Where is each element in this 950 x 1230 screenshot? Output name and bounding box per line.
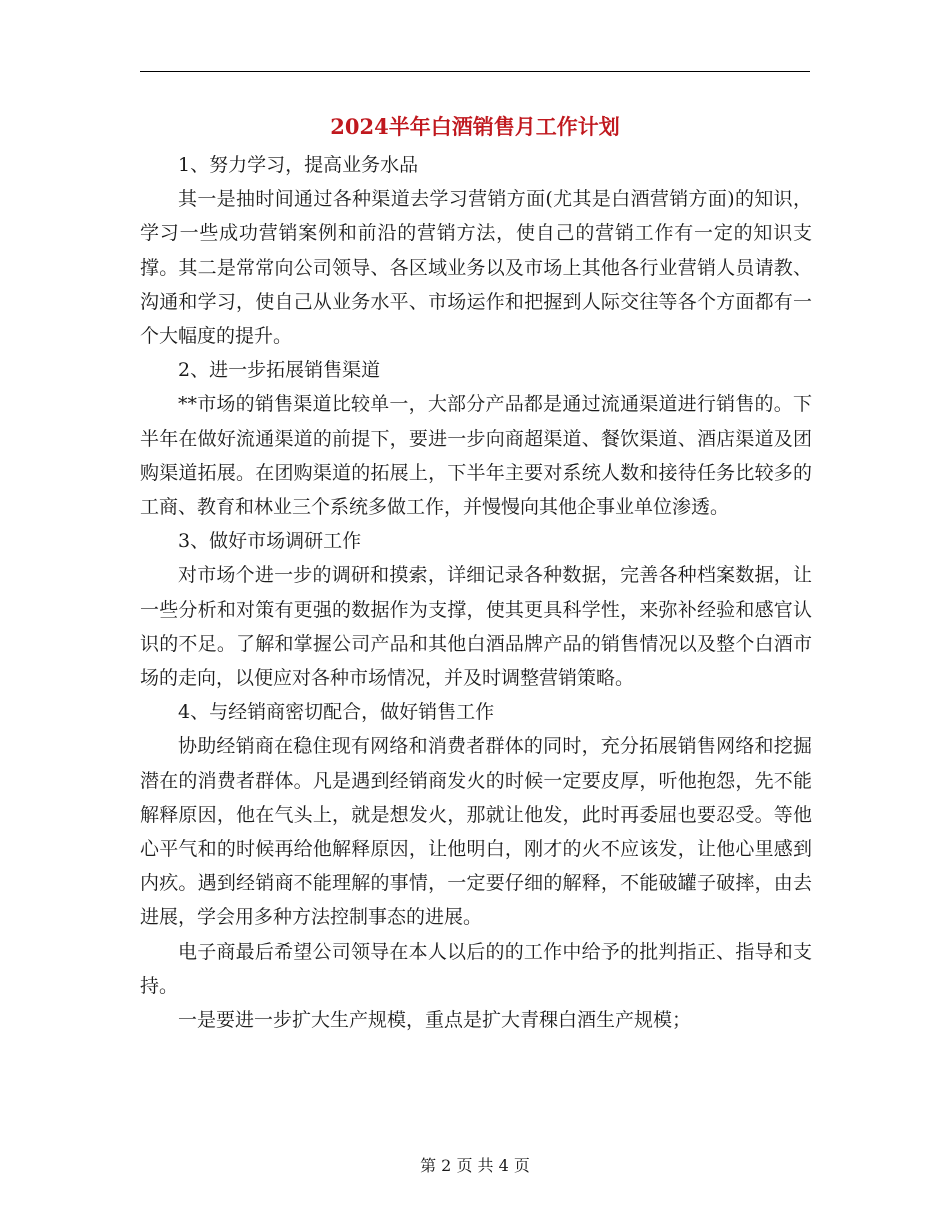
- paragraph: 电子商最后希望公司领导在本人以后的的工作中给予的批判指正、指导和支持。: [140, 940, 812, 997]
- document-body: [140, 148, 812, 1037]
- paragraph: 一是要进一步扩大生产规模，重点是扩大青稞白酒生产规模；: [178, 1009, 692, 1032]
- page-number-footer: 第 2 页 共 4 页: [420, 1156, 530, 1175]
- section-heading-4: 4、与经销商密切配合，做好销售工作: [178, 701, 495, 724]
- document-title: 2024半年白酒销售月工作计划: [330, 114, 620, 139]
- section-heading-1: 1、努力学习，提高业务水品: [178, 154, 419, 176]
- paragraph: 对市场个进一步的调研和摸索，详细记录各种数据，完善各种档案数据，让一些分析和对策有更强的数据作为支撑，使其更具科学性，来弥补经验和感官认识的不足。了解和掌握公司产品和其他白酒品牌产品的销售情况以及整个白酒市场的走向，以便应对各种市场情况，并及时调整营销策略。: [140, 564, 812, 690]
- paragraph: 其一是抽时间通过各种渠道去学习营销方面(尤其是白酒营销方面)的知识，学习一些成功营销案例和前沿的营销方法，使自己的营销工作有一定的知识支撑。其二是常常向公司领导、各区域业务以及市场上其他各行业营销人员请教、沟通和学习，使自己从业务水平、市场运作和把握到人际交往等各个方面都有一个大幅度的提升。: [140, 188, 812, 348]
- section-heading-2: 2、进一步拓展销售渠道: [178, 359, 381, 382]
- paragraph: **市场的销售渠道比较单一，大部分产品都是通过流通渠道进行销售的。下半年在做好流通渠道的前提下，要进一步向商超渠道、餐饮渠道、酒店渠道及团购渠道拓展。在团购渠道的拓展上，下半年主要对系统人数和接待任务比较多的工商、教育和林业三个系统多做工作，并慢慢向其他企事业单位渗透。: [140, 393, 812, 519]
- header-rule: [140, 71, 810, 72]
- paragraph: 协助经销商在稳住现有网络和消费者群体的同时，充分拓展销售网络和挖掘潜在的消费者群体。凡是遇到经销商发火的时候一定要皮厚，听他抱怨，先不能解释原因，他在气头上，就是想发火，那就让他发，此时再委屈也要忍受。等他心平气和的时候再给他解释原因，让他明白，刚才的火不应该发，让他心里感到内疚。遇到经销商不能理解的事情，一定要仔细的解释，不能破罐子破摔，由去进展，学会用多种方法控制事态的进展。: [140, 735, 812, 929]
- section-heading-3: 3、做好市场调研工作: [178, 530, 362, 553]
